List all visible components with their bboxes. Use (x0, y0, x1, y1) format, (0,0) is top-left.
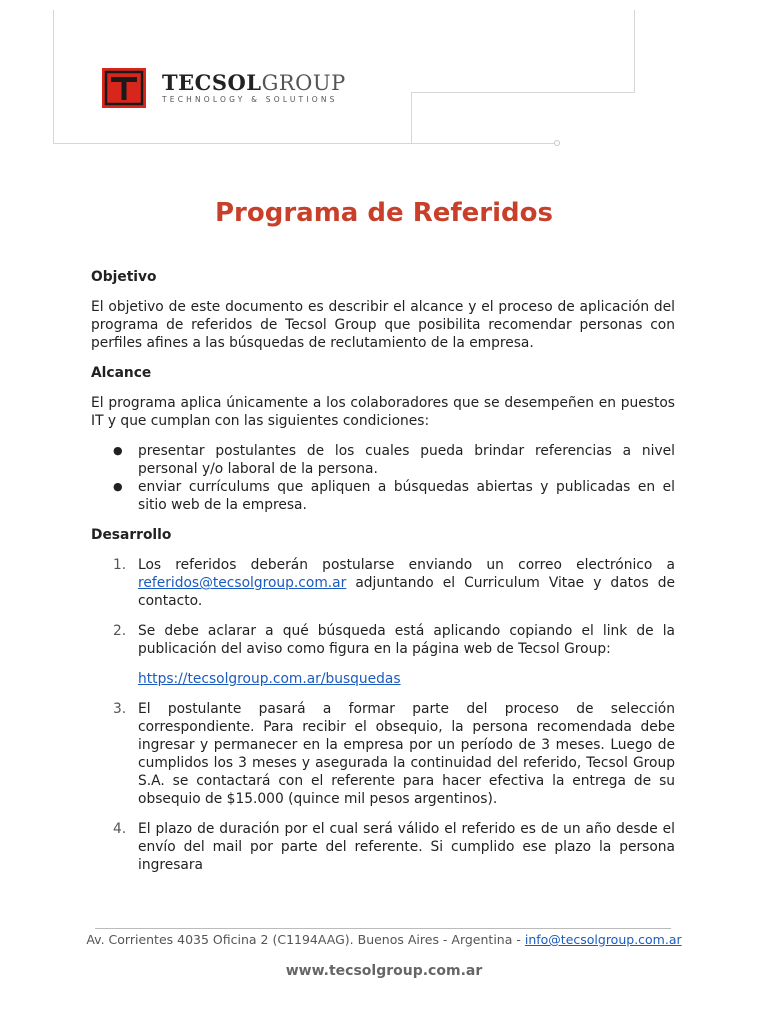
step-number: 1. (113, 557, 127, 573)
section-heading-desarrollo: Desarrollo (91, 527, 172, 543)
alcance-conditions-list (91, 442, 675, 514)
alcance-paragraph: El programa aplica únicamente a los colaboradores que se desempeñen en puestos IT y que cumplan con las siguientes condiciones: (91, 395, 675, 429)
section-heading-objetivo: Objetivo (91, 269, 157, 285)
bullet-icon: ● (113, 480, 123, 493)
desarrollo-steps-list (91, 556, 675, 874)
list-item: ● enviar currículums que apliquen a búsquedas abiertas y publicadas en el sitio web de la empresa. (113, 479, 675, 513)
list-item: 3. El postulante pasará a formar parte del proceso de selección correspondiente. Para recibir el obsequio, la persona recomendada debe ingresar y permanecer en la empresa por un período de 3 meses. Luego de cumplidos los 3 meses y asegurada la continuidad del referido, Tecsol Group S.A. se contactará con el referente para hacer efectiva la entrega de su obsequio de $15.000 (quince mil pesos argentinos). (113, 701, 675, 807)
company-logo (102, 68, 346, 108)
footer-website[interactable]: www.tecsolgroup.com.ar (285, 963, 483, 979)
logo-wordmark: TECSOLGROUP (162, 70, 346, 95)
header-frame-left (53, 10, 54, 144)
header-frame-inner-left (411, 92, 412, 144)
objetivo-paragraph: El objetivo de este documento es describir el alcance y el proceso de aplicación del programa de referidos de Tecsol Group que posibilita recomendar personas con perfiles afines a las búsquedas de reclutamiento de la empresa. (91, 299, 675, 351)
footer-email-link[interactable]: info@tecsolgroup.com.ar (524, 932, 682, 947)
step-number: 2. (113, 623, 127, 639)
footer-address: Av. Corrientes 4035 Oficina 2 (C1194AAG). Buenos Aires - Argentina - info@tecsolgroup.com.ar (86, 932, 682, 947)
list-item: 4. El plazo de duración por el cual será válido el referido es de un año desde el envío del mail por parte del referente. Si cumplido ese plazo la persona ingresara (113, 821, 675, 873)
step-number: 4. (113, 821, 127, 837)
logo-tagline: TECHNOLOGY & SOLUTIONS (162, 95, 338, 104)
header-frame-bottom (53, 143, 555, 144)
busquedas-link[interactable]: https://tecsolgroup.com.ar/busquedas (138, 671, 401, 687)
document-title: Programa de Referidos (215, 198, 553, 228)
document-body (91, 268, 675, 886)
footer-divider (95, 928, 671, 929)
list-item: 1. Los referidos deberán postularse enviando un correo electrónico a referidos@tecsolgroup.com.ar adjuntando el Curriculum Vitae y datos de contacto. (113, 557, 675, 609)
header-frame-inner-top (411, 92, 635, 93)
list-item: ● presentar postulantes de los cuales pueda brindar referencias a nivel personal y/o laboral de la persona. (113, 443, 675, 477)
step-number: 3. (113, 701, 127, 717)
section-heading-alcance: Alcance (91, 365, 152, 381)
referidos-email-link[interactable]: referidos@tecsolgroup.com.ar (138, 575, 347, 591)
tecsol-logo-icon (102, 68, 146, 108)
header-frame-right (634, 10, 635, 93)
bullet-icon: ● (113, 444, 123, 457)
list-item: 2. Se debe aclarar a qué búsqueda está aplicando copiando el link de la publicación del aviso como figura en la página web de Tecsol Group: https://tecsolgroup.com.ar/busquedas (113, 623, 675, 687)
header-frame-dot (554, 140, 560, 146)
